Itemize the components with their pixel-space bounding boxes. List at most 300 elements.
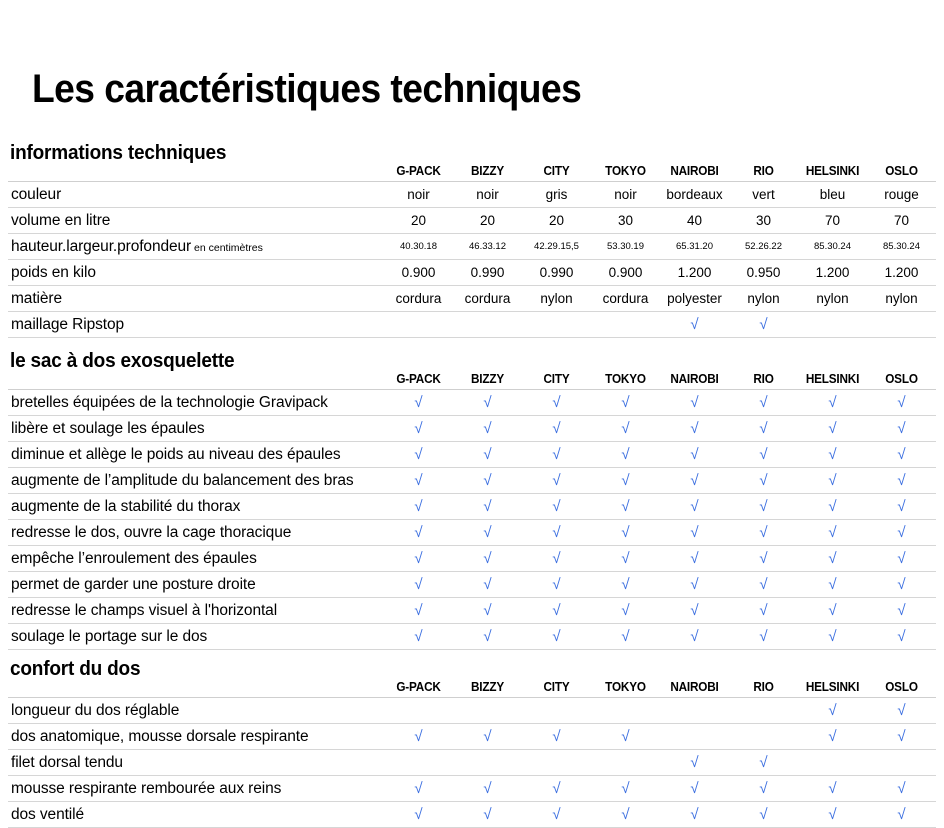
comparison-table <box>8 680 936 828</box>
check-icon-helsinki <box>798 442 867 468</box>
check-icon: √ <box>621 780 630 797</box>
row-label-mousse-respirante-rembouree-aux-reins <box>8 776 384 802</box>
check-icon: √ <box>828 498 837 515</box>
row-label-subtext: en centimètres <box>191 241 263 254</box>
check-icon-bizzy <box>453 598 522 624</box>
check-icon-bizzy <box>453 546 522 572</box>
check-icon: √ <box>759 498 768 515</box>
check-icon-oslo <box>867 572 936 598</box>
table-row <box>8 598 936 624</box>
table-row <box>8 182 936 208</box>
empty-cell-oslo <box>867 750 936 776</box>
check-icon-rio <box>729 546 798 572</box>
check-icon-oslo <box>867 468 936 494</box>
check-icon: √ <box>897 550 906 567</box>
check-icon-city <box>522 390 591 416</box>
cell-tokyo: 0.900 <box>591 260 660 286</box>
page-title: Les caractéristiques techniques <box>32 66 582 111</box>
column-header-helsinki: HELSINKI <box>800 372 865 390</box>
check-icon-bizzy <box>453 802 522 828</box>
check-icon: √ <box>552 446 561 463</box>
check-icon-bizzy <box>453 468 522 494</box>
check-icon: √ <box>552 550 561 567</box>
row-label-diminue-et-allege-le-poids-au-niveau-des-epaules <box>8 442 384 468</box>
table-row <box>8 776 936 802</box>
row-label-text: hauteur.largeur.profondeur <box>11 237 192 255</box>
cell-nairobi: bordeaux <box>660 182 729 208</box>
check-icon: √ <box>552 806 561 823</box>
row-label-text: soulage le portage sur le dos <box>11 627 208 645</box>
check-icon: √ <box>552 472 561 489</box>
check-icon-city <box>522 546 591 572</box>
cell-rio: 52.26.22 <box>729 234 798 260</box>
check-icon: √ <box>828 602 837 619</box>
check-icon-nairobi <box>660 312 729 338</box>
check-icon-g-pack <box>384 802 453 828</box>
check-icon: √ <box>414 524 423 541</box>
cell-bizzy: 0.990 <box>453 260 522 286</box>
cell-helsinki: 85.30.24 <box>798 234 867 260</box>
column-header-g-pack: G-PACK <box>386 680 451 698</box>
check-icon-helsinki <box>798 390 867 416</box>
check-icon: √ <box>414 550 423 567</box>
cell-rio: nylon <box>729 286 798 312</box>
cell-g-pack: cordura <box>384 286 453 312</box>
empty-cell-bizzy <box>453 312 522 338</box>
row-label-text: mousse respirante rembourée aux reins <box>11 779 282 797</box>
check-icon-city <box>522 572 591 598</box>
check-icon: √ <box>759 446 768 463</box>
check-icon-oslo <box>867 698 936 724</box>
table-row <box>8 286 936 312</box>
table-head <box>8 164 936 182</box>
check-icon: √ <box>897 780 906 797</box>
check-icon-oslo <box>867 776 936 802</box>
check-icon-g-pack <box>384 724 453 750</box>
comparison-table <box>8 164 936 338</box>
table-row <box>8 468 936 494</box>
check-icon: √ <box>483 394 492 411</box>
cell-oslo: nylon <box>867 286 936 312</box>
row-label-filet-dorsal-tendu <box>8 750 384 776</box>
check-icon: √ <box>621 602 630 619</box>
check-icon-bizzy <box>453 520 522 546</box>
row-label-augmente-de-l-amplitude-du-balancement-des-bras <box>8 468 384 494</box>
check-icon: √ <box>483 472 492 489</box>
check-icon-oslo <box>867 520 936 546</box>
check-icon: √ <box>828 702 837 719</box>
check-icon: √ <box>759 628 768 645</box>
check-icon-nairobi <box>660 750 729 776</box>
check-icon-helsinki <box>798 598 867 624</box>
row-label-couleur <box>8 182 384 208</box>
row-label-hauteur-largeur-profondeur <box>8 234 384 260</box>
row-label-longueur-du-dos-reglable <box>8 698 384 724</box>
check-icon-city <box>522 598 591 624</box>
row-label-dos-anatomique-mousse-dorsale-respirante <box>8 724 384 750</box>
check-icon: √ <box>621 420 630 437</box>
check-icon: √ <box>483 550 492 567</box>
cell-bizzy: cordura <box>453 286 522 312</box>
table-row <box>8 572 936 598</box>
table-head <box>8 680 936 698</box>
check-icon: √ <box>828 472 837 489</box>
comparison-table <box>8 372 936 650</box>
cell-city: nylon <box>522 286 591 312</box>
check-icon-g-pack <box>384 390 453 416</box>
row-label-augmente-de-la-stabilite-du-thorax <box>8 494 384 520</box>
check-icon: √ <box>759 524 768 541</box>
check-icon: √ <box>828 524 837 541</box>
check-icon: √ <box>621 576 630 593</box>
check-icon: √ <box>483 420 492 437</box>
check-icon-oslo <box>867 724 936 750</box>
check-icon: √ <box>552 780 561 797</box>
cell-nairobi: 40 <box>660 208 729 234</box>
empty-cell-bizzy <box>453 698 522 724</box>
check-icon: √ <box>552 602 561 619</box>
empty-cell-rio <box>729 724 798 750</box>
check-icon-bizzy <box>453 494 522 520</box>
cell-bizzy: noir <box>453 182 522 208</box>
row-label-dos-ventile <box>8 802 384 828</box>
check-icon: √ <box>828 446 837 463</box>
table-row <box>8 234 936 260</box>
check-icon-rio <box>729 390 798 416</box>
row-label-text: redresse le dos, ouvre la cage thoracique <box>11 523 292 541</box>
check-icon-helsinki <box>798 416 867 442</box>
check-icon-oslo <box>867 546 936 572</box>
check-icon-bizzy <box>453 776 522 802</box>
row-label-empeche-l-enroulement-des-epaules <box>8 546 384 572</box>
check-icon-rio <box>729 598 798 624</box>
check-icon-tokyo <box>591 442 660 468</box>
check-icon: √ <box>414 446 423 463</box>
check-icon: √ <box>414 576 423 593</box>
table-row <box>8 494 936 520</box>
table-row <box>8 546 936 572</box>
section-sac-a-dos-exosquelette <box>8 344 936 650</box>
cell-g-pack: 0.900 <box>384 260 453 286</box>
cell-nairobi: 1.200 <box>660 260 729 286</box>
check-icon-bizzy <box>453 416 522 442</box>
check-icon: √ <box>690 472 699 489</box>
check-icon: √ <box>552 524 561 541</box>
check-icon-helsinki <box>798 776 867 802</box>
column-header-row <box>8 164 936 182</box>
column-header-row <box>8 372 936 390</box>
check-icon: √ <box>621 394 630 411</box>
table-row <box>8 416 936 442</box>
column-header-rio: RIO <box>731 164 796 182</box>
table-row <box>8 390 936 416</box>
table-row <box>8 624 936 650</box>
check-icon: √ <box>483 576 492 593</box>
table-head <box>8 372 936 390</box>
check-icon: √ <box>690 754 699 771</box>
check-icon-helsinki <box>798 494 867 520</box>
check-icon: √ <box>759 550 768 567</box>
cell-helsinki: bleu <box>798 182 867 208</box>
check-icon: √ <box>759 420 768 437</box>
table-body <box>8 390 936 650</box>
check-icon: √ <box>690 550 699 567</box>
section-title: informations techniques <box>10 142 227 164</box>
column-header-oslo: OSLO <box>869 680 934 698</box>
check-icon-helsinki <box>798 546 867 572</box>
column-header-bizzy: BIZZY <box>455 164 520 182</box>
check-icon: √ <box>414 498 423 515</box>
check-icon-helsinki <box>798 520 867 546</box>
check-icon-g-pack <box>384 442 453 468</box>
check-icon-g-pack <box>384 520 453 546</box>
column-header-g-pack: G-PACK <box>386 372 451 390</box>
check-icon: √ <box>759 316 768 333</box>
row-label-maillage-ripstop <box>8 312 384 338</box>
cell-oslo: rouge <box>867 182 936 208</box>
row-label-text: libère et soulage les épaules <box>11 419 205 437</box>
check-icon-helsinki <box>798 572 867 598</box>
check-icon: √ <box>552 576 561 593</box>
table-row <box>8 312 936 338</box>
check-icon: √ <box>690 524 699 541</box>
column-header-bizzy: BIZZY <box>455 680 520 698</box>
column-header-tokyo: TOKYO <box>593 680 658 698</box>
column-header-city: CITY <box>524 680 589 698</box>
section-header <box>8 652 936 680</box>
column-header-row <box>8 680 936 698</box>
check-icon-g-pack <box>384 598 453 624</box>
cell-nairobi: 65.31.20 <box>660 234 729 260</box>
check-icon-rio <box>729 802 798 828</box>
check-icon: √ <box>759 806 768 823</box>
cell-bizzy: 20 <box>453 208 522 234</box>
check-icon: √ <box>621 524 630 541</box>
check-icon-tokyo <box>591 546 660 572</box>
check-icon: √ <box>690 806 699 823</box>
column-header-rio: RIO <box>731 372 796 390</box>
check-icon: √ <box>759 780 768 797</box>
check-icon: √ <box>897 728 906 745</box>
cell-g-pack: 20 <box>384 208 453 234</box>
section-informations-techniques <box>8 136 936 338</box>
check-icon-nairobi <box>660 572 729 598</box>
column-header-rio: RIO <box>731 680 796 698</box>
table-row <box>8 802 936 828</box>
column-header-nairobi: NAIROBI <box>662 372 727 390</box>
check-icon-helsinki <box>798 468 867 494</box>
check-icon: √ <box>897 806 906 823</box>
check-icon-city <box>522 802 591 828</box>
check-icon: √ <box>621 628 630 645</box>
empty-cell-nairobi <box>660 724 729 750</box>
check-icon-helsinki <box>798 802 867 828</box>
check-icon-oslo <box>867 494 936 520</box>
check-icon-g-pack <box>384 468 453 494</box>
check-icon-tokyo <box>591 724 660 750</box>
row-label-redresse-le-champs-visuel-a-l-horizontal <box>8 598 384 624</box>
check-icon: √ <box>828 576 837 593</box>
check-icon-rio <box>729 442 798 468</box>
check-icon: √ <box>483 780 492 797</box>
check-icon: √ <box>897 498 906 515</box>
check-icon: √ <box>621 728 630 745</box>
check-icon: √ <box>483 446 492 463</box>
row-label-libere-et-soulage-les-epaules <box>8 416 384 442</box>
column-header-tokyo: TOKYO <box>593 164 658 182</box>
check-icon: √ <box>828 420 837 437</box>
empty-cell-g-pack <box>384 312 453 338</box>
empty-cell-city <box>522 750 591 776</box>
row-label-text: poids en kilo <box>11 263 96 281</box>
check-icon-g-pack <box>384 416 453 442</box>
empty-cell-tokyo <box>591 312 660 338</box>
check-icon: √ <box>414 806 423 823</box>
check-icon: √ <box>828 394 837 411</box>
section-header <box>8 136 936 164</box>
check-icon: √ <box>414 472 423 489</box>
check-icon-nairobi <box>660 468 729 494</box>
check-icon: √ <box>552 394 561 411</box>
check-icon-rio <box>729 624 798 650</box>
check-icon: √ <box>897 446 906 463</box>
check-icon: √ <box>690 628 699 645</box>
check-icon: √ <box>897 420 906 437</box>
row-label-text: matière <box>11 289 62 307</box>
cell-g-pack: noir <box>384 182 453 208</box>
check-icon: √ <box>552 498 561 515</box>
check-icon-helsinki <box>798 724 867 750</box>
row-label-bretelles-equipees-de-la-technologie-gravipack <box>8 390 384 416</box>
check-icon-city <box>522 520 591 546</box>
check-icon: √ <box>621 498 630 515</box>
row-label-text: augmente de l’amplitude du balancement des bras <box>11 471 354 489</box>
column-header-helsinki: HELSINKI <box>800 164 865 182</box>
check-icon-tokyo <box>591 468 660 494</box>
check-icon: √ <box>552 728 561 745</box>
label-column-header <box>8 372 384 390</box>
cell-tokyo: noir <box>591 182 660 208</box>
row-label-text: dos ventilé <box>11 805 85 823</box>
check-icon-rio <box>729 776 798 802</box>
cell-city: gris <box>522 182 591 208</box>
check-icon-helsinki <box>798 624 867 650</box>
check-icon-bizzy <box>453 442 522 468</box>
check-icon: √ <box>690 498 699 515</box>
cell-oslo: 85.30.24 <box>867 234 936 260</box>
row-label-text: redresse le champs visuel à l'horizontal <box>11 601 278 619</box>
row-label-text: volume en litre <box>11 211 111 229</box>
check-icon: √ <box>552 628 561 645</box>
check-icon-tokyo <box>591 624 660 650</box>
check-icon-tokyo <box>591 416 660 442</box>
column-header-nairobi: NAIROBI <box>662 680 727 698</box>
cell-city: 20 <box>522 208 591 234</box>
row-label-permet-de-garder-une-posture-droite <box>8 572 384 598</box>
check-icon-nairobi <box>660 776 729 802</box>
check-icon-rio <box>729 494 798 520</box>
check-icon: √ <box>621 550 630 567</box>
row-label-text: empêche l’enroulement des épaules <box>11 549 257 567</box>
check-icon: √ <box>621 472 630 489</box>
check-icon: √ <box>621 446 630 463</box>
check-icon: √ <box>621 806 630 823</box>
check-icon: √ <box>483 498 492 515</box>
cell-rio: 30 <box>729 208 798 234</box>
empty-cell-helsinki <box>798 312 867 338</box>
check-icon-rio <box>729 572 798 598</box>
column-header-bizzy: BIZZY <box>455 372 520 390</box>
check-icon-city <box>522 416 591 442</box>
cell-oslo: 1.200 <box>867 260 936 286</box>
column-header-nairobi: NAIROBI <box>662 164 727 182</box>
check-icon-oslo <box>867 442 936 468</box>
check-icon: √ <box>828 628 837 645</box>
check-icon: √ <box>759 394 768 411</box>
column-header-oslo: OSLO <box>869 164 934 182</box>
check-icon-tokyo <box>591 598 660 624</box>
check-icon: √ <box>690 576 699 593</box>
row-label-text: bretelles équipées de la technologie Gravipack <box>11 393 328 411</box>
check-icon: √ <box>690 602 699 619</box>
check-icon-bizzy <box>453 572 522 598</box>
check-icon: √ <box>414 728 423 745</box>
check-icon-oslo <box>867 416 936 442</box>
check-icon-tokyo <box>591 494 660 520</box>
table-body <box>8 698 936 828</box>
check-icon-rio <box>729 312 798 338</box>
check-icon-city <box>522 494 591 520</box>
check-icon-tokyo <box>591 520 660 546</box>
check-icon-g-pack <box>384 546 453 572</box>
cell-g-pack: 40.30.18 <box>384 234 453 260</box>
table-row <box>8 750 936 776</box>
row-label-poids-en-kilo <box>8 260 384 286</box>
row-label-text: augmente de la stabilité du thorax <box>11 497 241 515</box>
section-confort-du-dos <box>8 652 936 828</box>
check-icon: √ <box>690 446 699 463</box>
section-title: le sac à dos exosquelette <box>10 350 235 372</box>
check-icon-tokyo <box>591 390 660 416</box>
check-icon: √ <box>897 472 906 489</box>
check-icon: √ <box>483 524 492 541</box>
empty-cell-city <box>522 312 591 338</box>
cell-city: 0.990 <box>522 260 591 286</box>
column-header-helsinki: HELSINKI <box>800 680 865 698</box>
row-label-text: longueur du dos réglable <box>11 701 180 719</box>
check-icon-nairobi <box>660 416 729 442</box>
empty-cell-city <box>522 698 591 724</box>
check-icon-g-pack <box>384 624 453 650</box>
check-icon: √ <box>690 780 699 797</box>
check-icon-tokyo <box>591 802 660 828</box>
row-label-text: filet dorsal tendu <box>11 753 123 771</box>
check-icon: √ <box>414 628 423 645</box>
section-header <box>8 344 936 372</box>
column-header-oslo: OSLO <box>869 372 934 390</box>
check-icon: √ <box>759 576 768 593</box>
check-icon: √ <box>414 420 423 437</box>
check-icon-rio <box>729 520 798 546</box>
check-icon-oslo <box>867 624 936 650</box>
check-icon-nairobi <box>660 546 729 572</box>
check-icon: √ <box>483 728 492 745</box>
column-header-g-pack: G-PACK <box>386 164 451 182</box>
check-icon: √ <box>483 602 492 619</box>
empty-cell-bizzy <box>453 750 522 776</box>
check-icon-nairobi <box>660 390 729 416</box>
check-icon-oslo <box>867 390 936 416</box>
